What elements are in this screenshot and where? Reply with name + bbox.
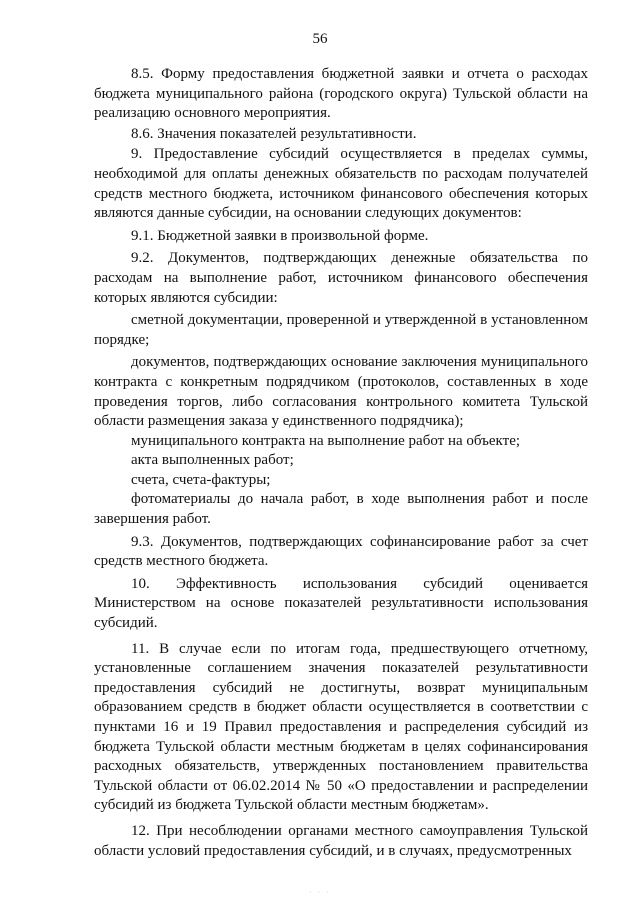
- paragraph-12: 12. При несоблюдении органами местного самоуправления Тульской области условий предоставления субсидий, и в случаях, предусмотренных: [94, 822, 588, 859]
- paragraph-9-1: 9.1. Бюджетной заявки в произвольной форме.: [131, 227, 429, 244]
- paragraph-9-3: 9.3. Документов, подтверждающих софинансирование работ за счет средств местного бюджета.: [94, 533, 588, 570]
- list-item-contract-basis-docs: документов, подтверждающих основание заключения муниципального контракта с конкретным подрядчиком (протоколов, составленных в ходе проведения торгов, либо согласования контрольного комитета Тульской области размещения заказа у единственного подрядчика);: [94, 354, 588, 430]
- paragraph-10: 10. Эффективность использования субсидий оценивается Министерством на основе показателей результативности использования субсидий.: [94, 575, 588, 632]
- document-body: [94, 65, 588, 861]
- paragraph-9: 9. Предоставление субсидий осуществляется в пределах суммы, необходимой для оплаты денежных обязательств по расходам получателей средств местного бюджета, источником финансового обеспечения которых являются данные субсидии, на основании следующих документов:: [94, 146, 588, 222]
- list-item-photo-materials: фотоматериалы до начала работ, в ходе выполнения работ и после завершения работ.: [94, 491, 588, 528]
- paragraph-9-2: 9.2. Документов, подтверждающих денежные обязательства по расходам на выполнение работ, источником финансового обеспечения которых являются субсидии:: [94, 250, 588, 306]
- paragraph-11: 11. В случае если по итогам года, предшествующего отчетному, установленные соглашением значения показателей результативности предоставления субсидий не достигнуты, возврат муниципальным образованием средств в бюджет области осуществляется в соответствии с пунктами 16 и 19 Правил предоставления и распределения субсидий из бюджета Тульской области местным бюджетам в целях софинансирования расходных обязательств, утвержденных постановлением правительства Тульской области от 06.02.2014 № 50 «О предоставлении и распределении субсидий из бюджета Тульской области местным бюджетам».: [94, 640, 588, 814]
- footer-mark: · · ·: [309, 888, 331, 897]
- list-item-municipal-contract: муниципального контракта на выполнение работ на объекте;: [131, 432, 521, 449]
- paragraph-8-6: 8.6. Значения показателей результативности.: [131, 125, 417, 142]
- page-number: 56: [312, 31, 328, 47]
- paragraph-8-5: 8.5. Форму предоставления бюджетной заявки и отчета о расходах бюджета муниципального района (городского округа) Тульской области на реализацию основного мероприятия.: [94, 66, 588, 122]
- list-item-estimate-docs: сметной документации, проверенной и утвержденной в установленном порядке;: [94, 312, 588, 348]
- list-item-work-act: акта выполненных работ;: [131, 452, 294, 469]
- list-item-invoices: счета, счета-фактуры;: [131, 471, 271, 488]
